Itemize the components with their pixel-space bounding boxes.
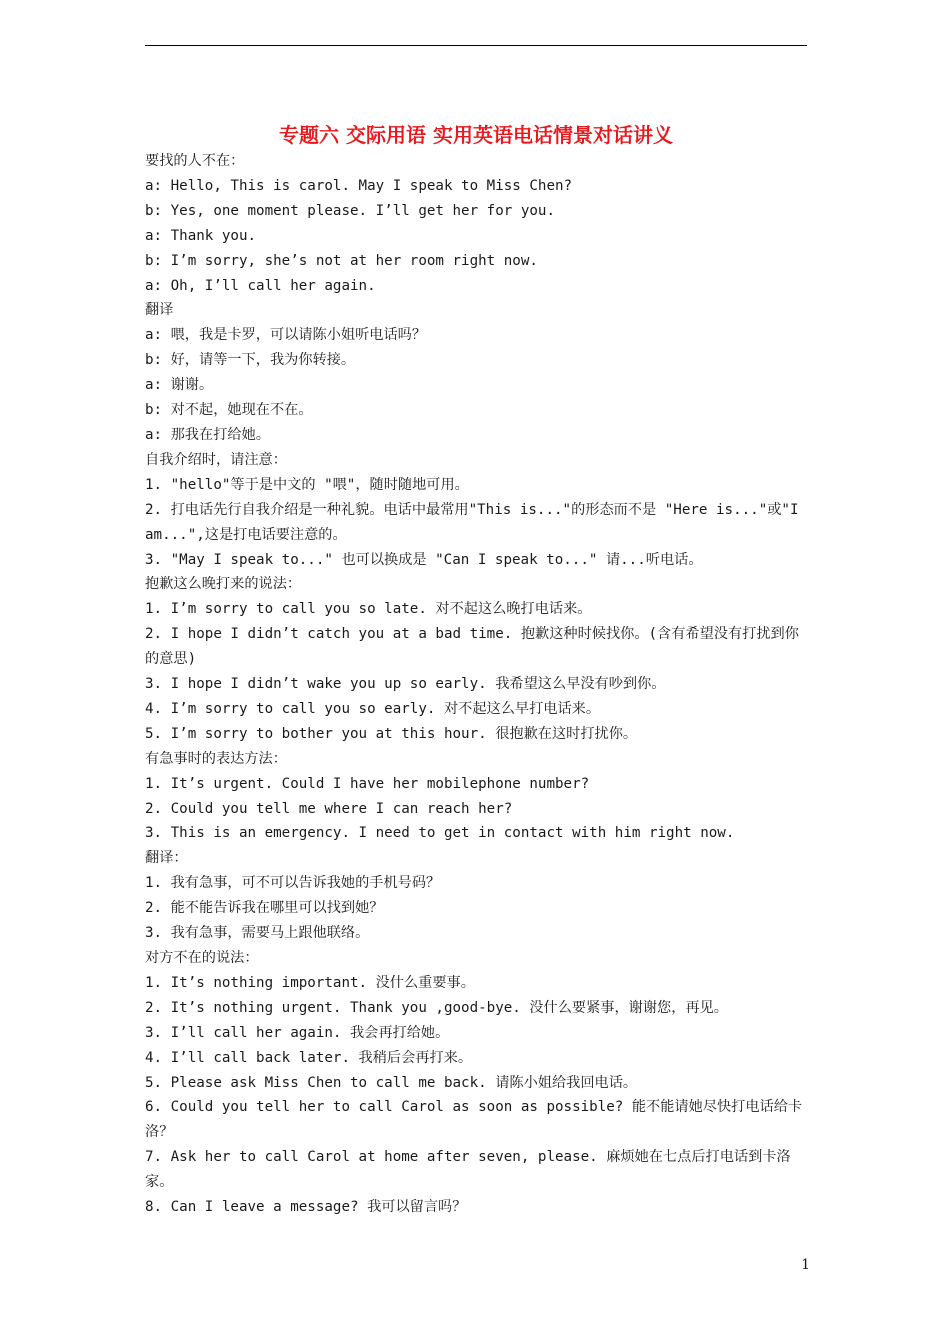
list-item: 6. Could you tell her to call Carol as soon as possible? 能不能请她尽快打电话给卡洛？ bbox=[145, 1099, 803, 1141]
list-item: 1. It’s urgent. Could I have her mobilephone number? bbox=[145, 775, 590, 792]
section-heading: 对方不在的说法： bbox=[145, 950, 259, 966]
header-rule bbox=[145, 45, 807, 46]
document-body bbox=[145, 149, 809, 1220]
page-number: 1 bbox=[801, 1257, 810, 1273]
list-item: 2. Could you tell me where I can reach her? bbox=[145, 800, 513, 817]
list-item: 1. I’m sorry to call you so late. 对不起这么晚打电话来。 bbox=[145, 601, 592, 618]
section-heading: 翻译 bbox=[145, 302, 174, 319]
dialogue-line: b: Yes, one moment please. I’ll get her for you. bbox=[145, 202, 555, 219]
list-item: 4. I’m sorry to call you so early. 对不起这么早打电话来。 bbox=[145, 700, 601, 717]
list-item: 5. I’m sorry to bother you at this hour. 很抱歉在这时打扰你。 bbox=[145, 725, 638, 742]
list-item: 7. Ask her to call Carol at home after seven, please. 麻烦她在七点后打电话到卡洛家。 bbox=[145, 1149, 791, 1191]
list-item: 2. 能不能告诉我在哪里可以找到她？ bbox=[145, 900, 384, 917]
section-heading: 抱歉这么晚打来的说法： bbox=[145, 576, 302, 593]
list-item: 3. I hope I didn’t wake you up so early. 我希望这么早没有吵到你。 bbox=[145, 676, 666, 693]
section-heading: 翻译： bbox=[145, 850, 188, 867]
dialogue-line: b: 对不起，她现在不在。 bbox=[145, 402, 313, 419]
document-title: 专题六 交际用语 实用英语电话情景对话讲义 bbox=[279, 123, 673, 147]
list-item: 2. It’s nothing urgent. Thank you ,good-bye. 没什么要紧事，谢谢您，再见。 bbox=[145, 999, 728, 1016]
list-item: 8. Can I leave a message? 我可以留言吗？ bbox=[145, 1199, 467, 1216]
list-item: 2. 打电话先行自我介绍是一种礼貌。电话中最常用"This is..."的形态而不是 "Here is..."或"I am...",这是打电话要注意的。 bbox=[145, 501, 808, 543]
dialogue-line: a: Oh, I’ll call her again. bbox=[145, 277, 376, 294]
list-item: 2. I hope I didn’t catch you at a bad time. 抱歉这种时候找你。(含有希望没有打扰到你的意思) bbox=[145, 626, 799, 668]
dialogue-line: a: 喂，我是卡罗，可以请陈小姐听电话吗？ bbox=[145, 327, 427, 344]
list-item: 3. 我有急事，需要马上跟他联络。 bbox=[145, 925, 370, 942]
section-heading: 自我介绍时，请注意： bbox=[145, 451, 287, 468]
section-heading: 要找的人不在： bbox=[145, 153, 245, 169]
dialogue-line: a: Hello, This is carol. May I speak to Miss Chen? bbox=[145, 177, 573, 194]
list-item: 3. I’ll call her again. 我会再打给她。 bbox=[145, 1024, 450, 1041]
list-item: 1. It’s nothing important. 没什么重要事。 bbox=[145, 974, 475, 991]
dialogue-line: a: Thank you. bbox=[145, 227, 257, 244]
list-item: 3. This is an emergency. I need to get in contact with him right now. bbox=[145, 825, 735, 842]
list-item: 5. Please ask Miss Chen to call me back. 请陈小姐给我回电话。 bbox=[145, 1074, 638, 1091]
dialogue-line: b: 好，请等一下，我为你转接。 bbox=[145, 352, 356, 369]
dialogue-line: b: I’m sorry, she’s not at her room right now. bbox=[145, 252, 538, 269]
dialogue-line: a: 那我在打给她。 bbox=[145, 426, 270, 443]
list-item: 3. "May I speak to..." 也可以换成是 "Can I speak to..." 请...听电话。 bbox=[145, 551, 703, 568]
section-heading: 有急事时的表达方法： bbox=[145, 750, 287, 767]
list-item: 1. 我有急事，可不可以告诉我她的手机号码？ bbox=[145, 875, 441, 892]
list-item: 4. I’ll call back later. 我稍后会再打来。 bbox=[145, 1049, 473, 1066]
list-item: 1. "hello"等于是中文的 "喂"，随时随地可用。 bbox=[145, 476, 469, 493]
dialogue-line: a: 谢谢。 bbox=[145, 377, 214, 394]
